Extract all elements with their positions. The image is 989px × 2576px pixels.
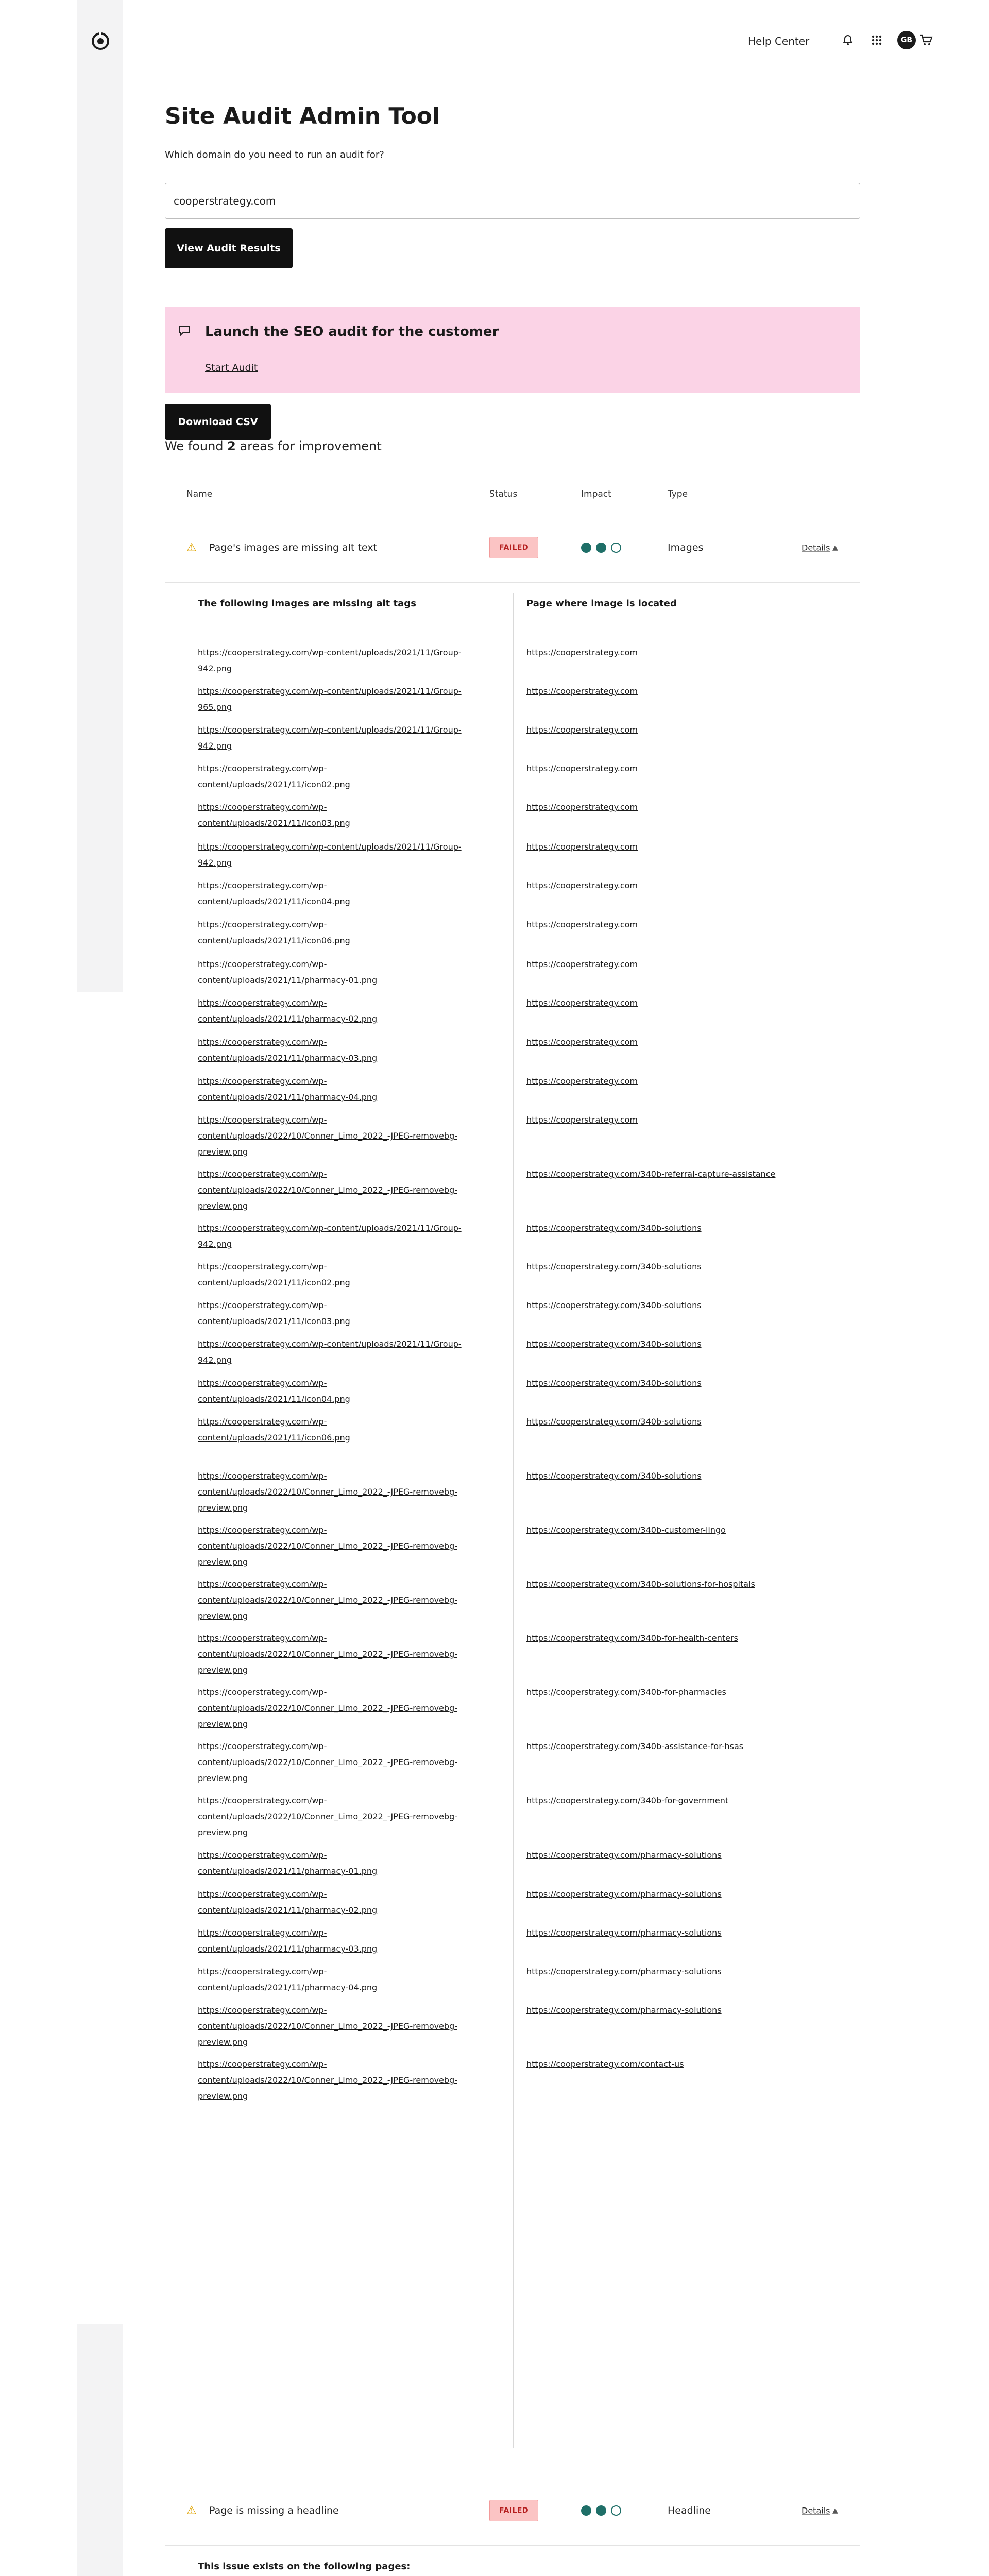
missing-alt-image-link[interactable]: https://cooperstrategy.com/wp-content/uploads/2022/10/Conner_Limo_2022_-JPEG-removebg-preview.png [198,1115,457,1157]
image-page-link[interactable]: https://cooperstrategy.com/340b-customer-lingo [526,1525,726,1535]
summary-suffix: areas for improvement [235,439,382,453]
image-page-link[interactable]: https://cooperstrategy.com [526,1037,638,1047]
missing-alt-image-link[interactable]: https://cooperstrategy.com/wp-content/uploads/2022/10/Conner_Limo_2022_-JPEG-removebg-preview.png [198,1687,457,1729]
image-page-link[interactable]: https://cooperstrategy.com/pharmacy-solutions [526,1928,722,1938]
summary-count: 2 [227,439,236,453]
image-page-link[interactable]: https://cooperstrategy.com [526,725,638,735]
impact-dot [581,2505,591,2516]
image-page-link[interactable]: https://cooperstrategy.com [526,920,638,929]
missing-alt-image-link[interactable]: https://cooperstrategy.com/wp-content/uploads/2021/11/Group-942.png [198,648,462,673]
missing-alt-image-link[interactable]: https://cooperstrategy.com/wp-content/uploads/2021/11/pharmacy-04.png [198,1967,378,1992]
alt-text-detail-panel [165,582,860,2463]
image-page-link[interactable]: https://cooperstrategy.com/340b-referral-capture-assistance [526,1169,776,1179]
image-page-link[interactable]: https://cooperstrategy.com [526,764,638,773]
left-rail [0,0,77,2576]
image-page-link[interactable]: https://cooperstrategy.com [526,880,638,890]
brand-logo-icon[interactable] [90,31,111,52]
check-type: Images [668,542,704,553]
missing-alt-image-link[interactable]: https://cooperstrategy.com/wp-content/uploads/2021/11/pharmacy-03.png [198,1037,378,1063]
missing-alt-image-link[interactable]: https://cooperstrategy.com/wp-content/uploads/2021/11/Group-942.png [198,1339,462,1365]
status-badge: FAILED [489,2500,538,2521]
missing-alt-image-link[interactable]: https://cooperstrategy.com/wp-content/uploads/2021/11/Group-942.png [198,1223,462,1249]
rail-band-top [77,0,123,992]
header-impact: Impact [581,489,611,499]
details-link[interactable]: Details [802,543,830,553]
missing-alt-image-link[interactable]: https://cooperstrategy.com/wp-content/uploads/2021/11/pharmacy-04.png [198,1076,378,1102]
image-page-link[interactable]: https://cooperstrategy.com/340b-for-government [526,1795,729,1805]
image-page-link[interactable]: https://cooperstrategy.com/340b-solutions-for-hospitals [526,1579,755,1589]
failed-row-alt-text[interactable] [165,515,860,580]
missing-alt-image-link[interactable]: https://cooperstrategy.com/wp-content/uploads/2022/10/Conner_Limo_2022_-JPEG-removebg-preview.png [198,1579,457,1621]
image-page-link[interactable]: https://cooperstrategy.com [526,802,638,812]
missing-alt-image-link[interactable]: https://cooperstrategy.com/wp-content/uploads/2021/11/Group-965.png [198,686,462,712]
bell-icon[interactable] [840,32,856,48]
image-page-link[interactable]: https://cooperstrategy.com/340b-for-health-centers [526,1633,738,1643]
image-page-link[interactable]: https://cooperstrategy.com/340b-assistance-for-hsas [526,1741,744,1751]
missing-alt-header: The following images are missing alt tags [198,598,416,609]
missing-alt-image-link[interactable]: https://cooperstrategy.com/wp-content/uploads/2022/10/Conner_Limo_2022_-JPEG-removebg-preview.png [198,1795,457,1837]
missing-alt-image-link[interactable]: https://cooperstrategy.com/wp-content/uploads/2022/10/Conner_Limo_2022_-JPEG-removebg-preview.png [198,2059,457,2101]
user-avatar[interactable]: GB [897,31,916,49]
impact-dot-empty [611,2505,621,2516]
help-center-link[interactable]: Help Center [748,35,810,47]
details-link[interactable]: Details [802,2505,830,2516]
missing-alt-image-link[interactable]: https://cooperstrategy.com/wp-content/uploads/2022/10/Conner_Limo_2022_-JPEG-removebg-preview.png [198,2005,457,2047]
start-audit-link[interactable]: Start Audit [205,362,258,374]
warning-icon: ⚠ [186,541,197,554]
header-type: Type [668,489,688,499]
missing-alt-image-link[interactable]: https://cooperstrategy.com/wp-content/uploads/2021/11/icon04.png [198,880,350,906]
image-page-link[interactable]: https://cooperstrategy.com/340b-solutions [526,1339,702,1349]
cart-icon[interactable] [918,32,934,48]
missing-alt-image-link[interactable]: https://cooperstrategy.com/wp-content/uploads/2022/10/Conner_Limo_2022_-JPEG-removebg-preview.png [198,1471,457,1513]
image-page-link[interactable]: https://cooperstrategy.com/pharmacy-solutions [526,1967,722,1976]
image-page-link[interactable]: https://cooperstrategy.com [526,959,638,969]
launch-audit-banner [165,307,860,393]
missing-alt-image-link[interactable]: https://cooperstrategy.com/wp-content/uploads/2021/11/icon03.png [198,802,350,828]
issue-pages-header: This issue exists on the following pages: [198,2561,411,2572]
missing-alt-image-link[interactable]: https://cooperstrategy.com/wp-content/uploads/2021/11/pharmacy-01.png [198,959,378,985]
missing-alt-image-link[interactable]: https://cooperstrategy.com/wp-content/uploads/2022/10/Conner_Limo_2022_-JPEG-removebg-preview.png [198,1633,457,1675]
header-name: Name [186,489,213,499]
header-status: Status [489,489,518,499]
view-audit-results-button[interactable]: View Audit Results [165,228,293,268]
missing-alt-image-link[interactable]: https://cooperstrategy.com/wp-content/uploads/2021/11/pharmacy-03.png [198,1928,378,1954]
domain-input[interactable] [165,183,860,219]
image-page-link[interactable]: https://cooperstrategy.com/340b-solutions [526,1378,702,1388]
failed-table-header [165,477,860,513]
check-type: Headline [668,2505,711,2516]
check-name: Page is missing a headline [209,2505,339,2516]
chat-icon [178,325,191,340]
missing-alt-image-link[interactable]: https://cooperstrategy.com/wp-content/uploads/2021/11/icon02.png [198,764,350,789]
failed-row-headline[interactable] [165,2478,860,2543]
image-page-link[interactable]: https://cooperstrategy.com/340b-solutions [526,1417,702,1427]
image-page-link[interactable]: https://cooperstrategy.com [526,842,638,852]
missing-alt-image-link[interactable]: https://cooperstrategy.com/wp-content/uploads/2022/10/Conner_Limo_2022_-JPEG-removebg-preview.png [198,1169,457,1211]
check-name: Page's images are missing alt text [209,542,377,553]
status-badge: FAILED [489,537,538,558]
impact-dot-empty [611,543,621,553]
apps-grid-icon[interactable] [868,32,885,48]
image-page-link[interactable]: https://cooperstrategy.com [526,1076,638,1086]
missing-alt-image-link[interactable]: https://cooperstrategy.com/wp-content/uploads/2021/11/pharmacy-02.png [198,998,378,1024]
image-page-link[interactable]: https://cooperstrategy.com/340b-solutions [526,1262,702,1272]
chevron-up-icon[interactable]: ▲ [832,544,838,552]
missing-alt-image-link[interactable]: https://cooperstrategy.com/wp-content/uploads/2021/11/pharmacy-01.png [198,1850,378,1876]
missing-alt-image-link[interactable]: https://cooperstrategy.com/wp-content/uploads/2021/11/Group-942.png [198,725,462,751]
image-page-link[interactable]: https://cooperstrategy.com/340b-solutions [526,1471,702,1481]
rail-band-middle [77,2324,123,2576]
download-csv-button[interactable]: Download CSV [165,404,271,440]
image-page-link[interactable]: https://cooperstrategy.com/340b-for-pharmacies [526,1687,726,1697]
missing-alt-image-link[interactable]: https://cooperstrategy.com/wp-content/uploads/2021/11/Group-942.png [198,842,462,868]
column-divider [513,593,514,2448]
improvement-summary [165,439,382,453]
impact-indicator [581,543,621,553]
image-page-link[interactable]: https://cooperstrategy.com/340b-solutions [526,1223,702,1233]
impact-dot [596,543,606,553]
image-page-link[interactable]: https://cooperstrategy.com/pharmacy-solutions [526,1850,722,1860]
warning-icon: ⚠ [186,2504,197,2517]
banner-title: Launch the SEO audit for the customer [205,324,499,340]
impact-indicator [581,2505,621,2516]
missing-alt-image-link[interactable]: https://cooperstrategy.com/wp-content/uploads/2022/10/Conner_Limo_2022_-JPEG-removebg-preview.png [198,1525,457,1567]
headline-detail-panel [165,2545,860,2576]
page-location-header: Page where image is located [526,598,677,609]
image-page-link[interactable]: https://cooperstrategy.com/340b-solutions [526,1300,702,1310]
page-title: Site Audit Admin Tool [165,103,440,129]
impact-dot [581,543,591,553]
missing-alt-image-link[interactable]: https://cooperstrategy.com/wp-content/uploads/2021/11/icon03.png [198,1300,350,1326]
domain-question: Which domain do you need to run an audit for? [165,149,384,160]
chevron-up-icon[interactable]: ▲ [832,2506,838,2515]
image-page-link[interactable]: https://cooperstrategy.com [526,648,638,657]
image-page-link[interactable]: https://cooperstrategy.com [526,998,638,1008]
image-page-link[interactable]: https://cooperstrategy.com [526,686,638,696]
image-page-link[interactable]: https://cooperstrategy.com [526,1115,638,1125]
image-page-link[interactable]: https://cooperstrategy.com/pharmacy-solutions [526,2005,722,2015]
missing-alt-image-link[interactable]: https://cooperstrategy.com/wp-content/uploads/2022/10/Conner_Limo_2022_-JPEG-removebg-preview.png [198,1741,457,1783]
missing-alt-image-link[interactable]: https://cooperstrategy.com/wp-content/uploads/2021/11/icon06.png [198,920,350,945]
missing-alt-image-link[interactable]: https://cooperstrategy.com/wp-content/uploads/2021/11/icon04.png [198,1378,350,1404]
missing-alt-image-link[interactable]: https://cooperstrategy.com/wp-content/uploads/2021/11/pharmacy-02.png [198,1889,378,1915]
missing-alt-image-link[interactable]: https://cooperstrategy.com/wp-content/uploads/2021/11/icon06.png [198,1417,350,1443]
summary-prefix: We found [165,439,228,453]
image-page-link[interactable]: https://cooperstrategy.com/pharmacy-solutions [526,1889,722,1899]
image-page-link[interactable]: https://cooperstrategy.com/contact-us [526,2059,684,2069]
impact-dot [596,2505,606,2516]
missing-alt-image-link[interactable]: https://cooperstrategy.com/wp-content/uploads/2021/11/icon02.png [198,1262,350,1287]
